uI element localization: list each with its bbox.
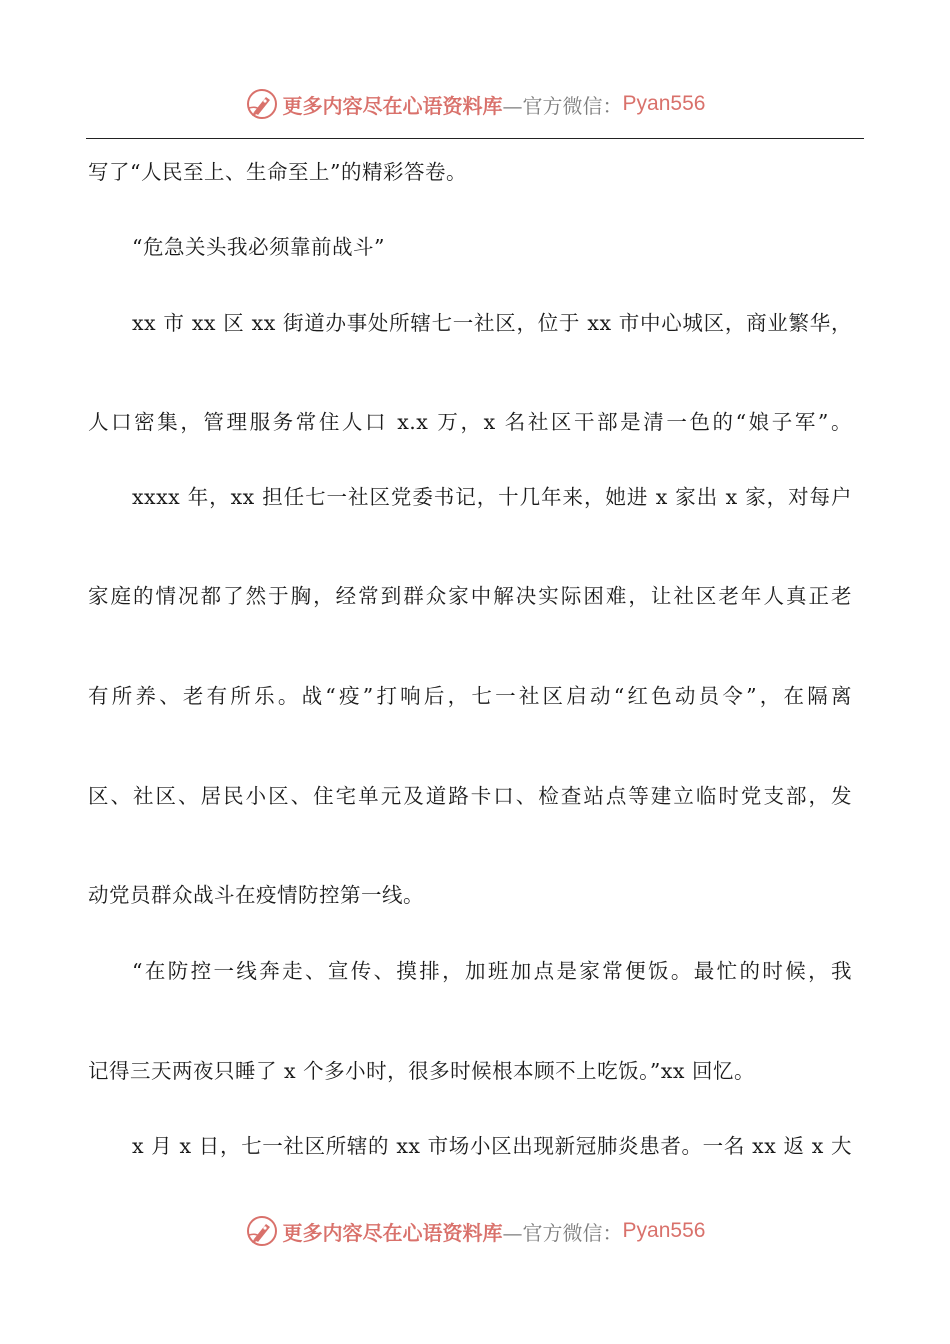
text-line: xx 市 xx 区 xx 街道办事处所辖七一社区，位于 xx 市中心城区，商业繁华， — [132, 311, 852, 335]
header-banner — [0, 84, 950, 124]
pen-nib-logo-icon — [245, 1214, 279, 1248]
pen-nib-logo-icon — [245, 87, 279, 121]
header-divider — [86, 138, 864, 139]
banner-account-text: —官方微信： — [502, 1220, 623, 1245]
footer-banner — [0, 1211, 950, 1251]
text-line: x 月 x 日，七一社区所辖的 xx 市场小区出现新冠肺炎患者。一名 xx 返 x 大 — [132, 1134, 852, 1158]
banner-brand-text: 更多内容尽在心语资料库 — [282, 1220, 503, 1245]
banner-wechat-id: Pyan556 — [622, 1219, 706, 1242]
text-line: 人口密集，管理服务常住人口 x.x 万，x 名社区干部是清一色的“娘子军”。 — [88, 410, 852, 434]
section-heading: “危急关头我必须靠前战斗” — [132, 235, 385, 259]
text-line: 动党员群众战斗在疫情防控第一线。 — [88, 883, 424, 907]
text-line: 有所养、老有所乐。战“疫”打响后，七一社区启动“红色动员令”，在隔离 — [88, 684, 852, 708]
text-line: “在防控一线奔走、宣传、摸排，加班加点是家常便饭。最忙的时候，我 — [132, 959, 852, 983]
text-line: 区、社区、居民小区、住宅单元及道路卡口、检查站点等建立临时党支部，发 — [88, 784, 852, 808]
banner-wechat-id: Pyan556 — [622, 92, 706, 115]
text-line: 家庭的情况都了然于胸，经常到群众家中解决实际困难，让社区老年人真正老 — [88, 584, 852, 608]
banner-brand-text: 更多内容尽在心语资料库 — [282, 93, 503, 118]
text-line: xxxx 年，xx 担任七一社区党委书记，十几年来，她进 x 家出 x 家，对每户 — [132, 485, 852, 509]
text-line: 记得三天两夜只睡了 x 个多小时，很多时候根本顾不上吃饭。”xx 回忆。 — [88, 1059, 755, 1083]
banner-account-text: —官方微信： — [502, 93, 623, 118]
text-line: 写了“人民至上、生命至上”的精彩答卷。 — [88, 160, 467, 184]
